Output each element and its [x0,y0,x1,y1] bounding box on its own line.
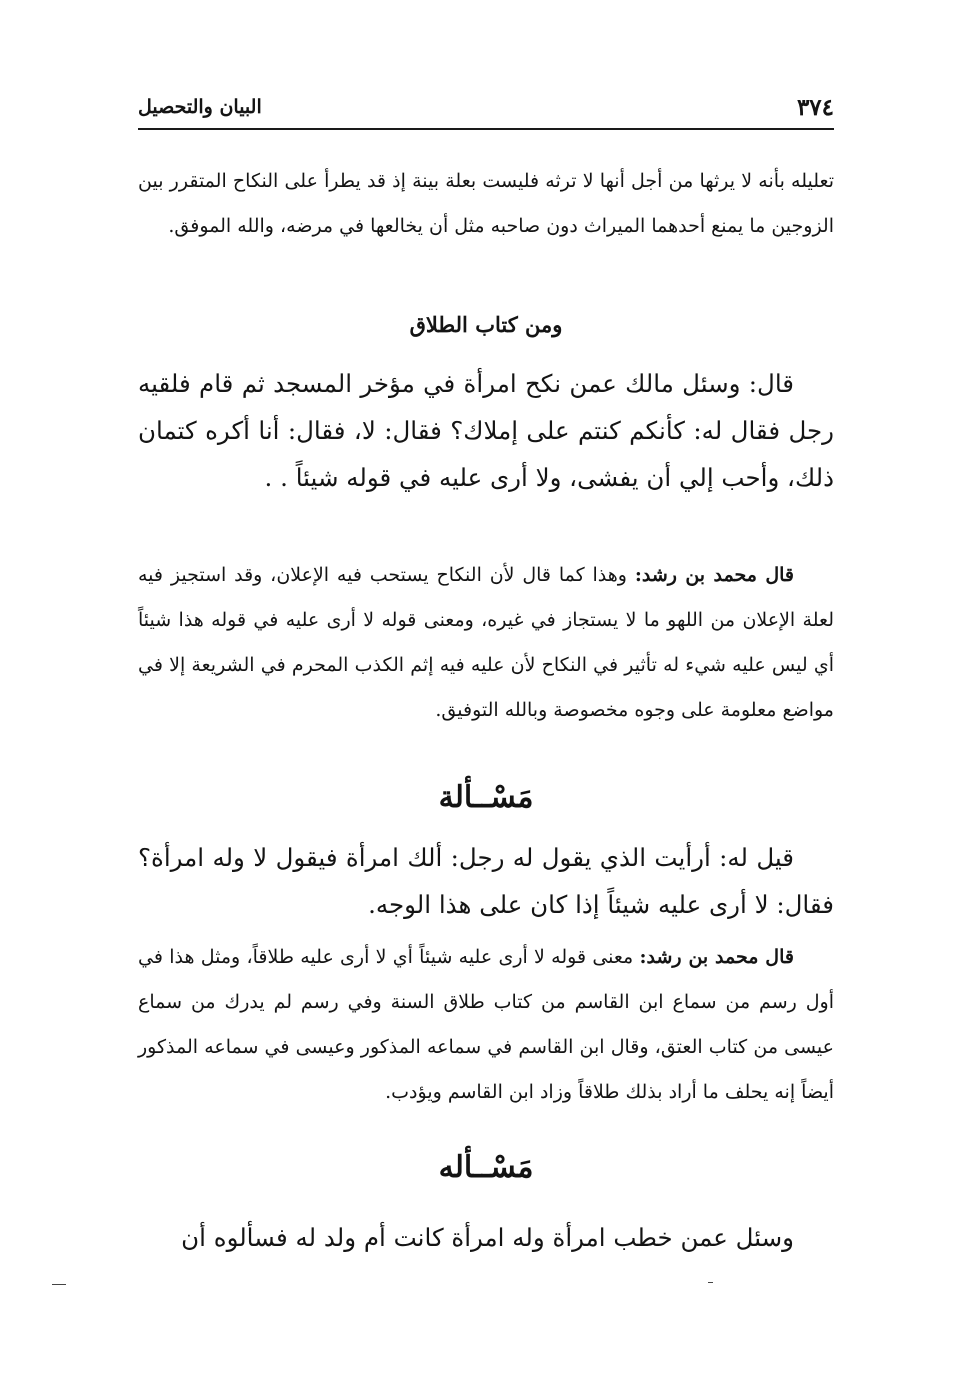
chapter-heading: ومن كتاب الطلاق [409,312,563,337]
paragraph-commentary-1 [138,553,834,733]
paragraph-question-2: قيل له: أرأيت الذي يقول له رجل: ألك امرأة فيقول لا وله امرأة؟ فقال: لا أرى عليه شيئاً إذا كان على هذا الوجه. [138,843,834,919]
scan-mark [52,1284,66,1285]
page-header [138,92,834,130]
commentary-text: معنى قوله لا أرى عليه شيئاً أي لا أرى عليه طلاقاً، ومثل هذا في أول رسم من سماع ابن القاسم من كتاب طلاق السنة وفي رسم لم يدرك من سماع عيسى من كتاب العتق، وقال ابن القاسم في سماعه المذكور وعيسى في سماعه المذكور أيضاً إنه يحلف ما أراد بذلك طلاقاً وزاد ابن القاسم ويؤدب. [138,946,834,1103]
scan-mark [708,1282,713,1283]
speaker-label: قال محمد بن رشد: [634,564,795,586]
paragraph-question-3: وسئل عمن خطب امرأة وله امرأة كانت أم ولد له فسألوه أن [181,1223,794,1252]
page-number: ٣٧٤ [796,94,834,121]
speaker-label: قال محمد بن رشد: [639,946,794,968]
commentary-text: وهذا كما قال لأن النكاح يستحب فيه الإعلان، وقد استجيز فيه لعلة الإعلان من اللهو ما لا يستجاز في غيره، ومعنى قوله لا أرى عليه في قوله هذا شيئاً أي ليس عليه شيء له تأثير في النكاح لأن عليه فيه إثم الكذب المحرم في الشريعة إلا في مواضع معلومة على وجوه مخصوصة وبالله التوفيق. [138,564,834,721]
paragraph-continuation: تعليله بأنه لا يرثها من أجل أنها لا ترثه فليست بعلة بينة إذ قد يطرأ على النكاح المتقرر بين الزوجين ما يمنع أحدهما الميراث دون صاحبه مثل أن يخالعها في مرضه، والله الموفق. [138,170,834,237]
masala-heading: مَسْــأله [438,1150,534,1185]
running-title: البيان والتحصيل [138,96,262,118]
masala-heading: مَسْــألة [438,780,534,815]
paragraph-commentary-2 [138,935,834,1115]
paragraph-question-1: قال: وسئل مالك عمن نكح امرأة في مؤخر المسجد ثم قام فلقيه رجل فقال له: كأنكم كنتم على إملاك؟ فقال: لا، فقال: أنا أكره كتمان ذلك، وأحب إلي أن يفشى، ولا أرى عليه في قوله شيئاً . . [138,369,834,492]
